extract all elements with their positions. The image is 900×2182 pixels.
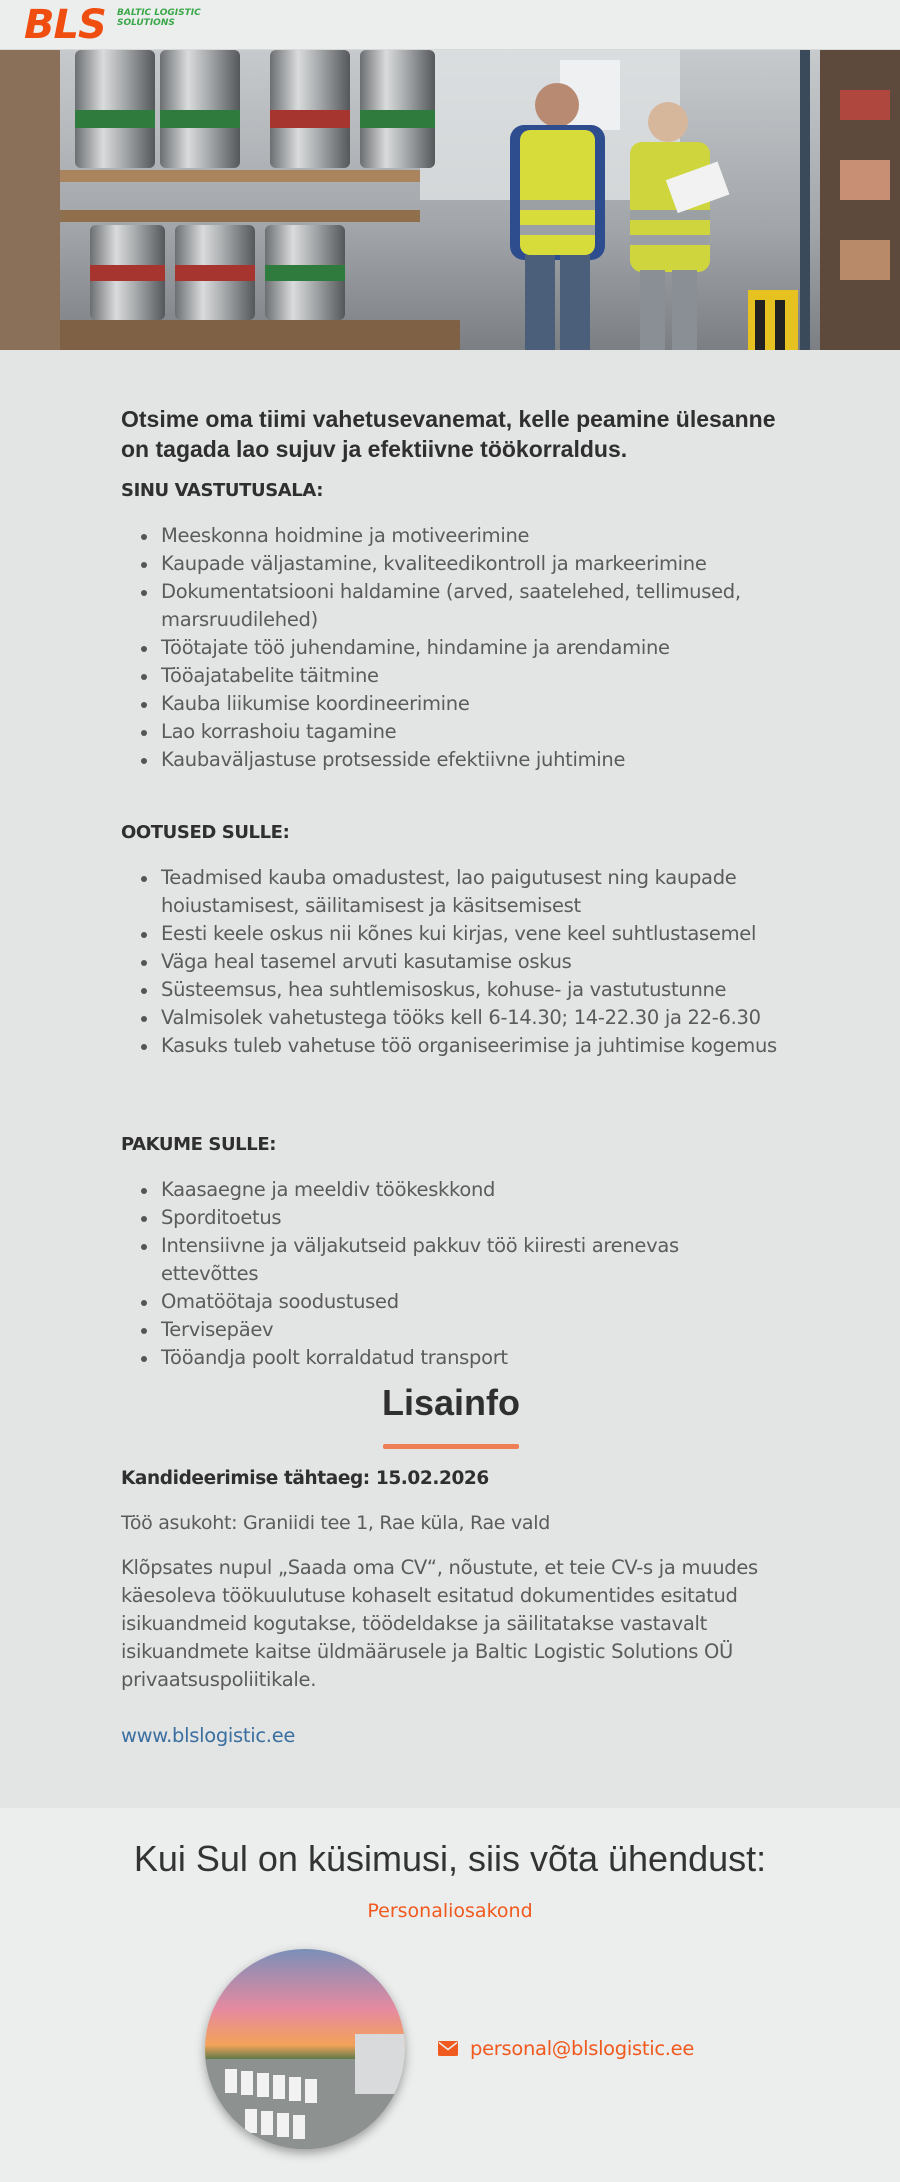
privacy-notice: Klõpsates nupul „Saada oma CV“, nõustute, et teie CV-s ja muudes käesoleva töökuulutuse kohaselt esitatud dokumentides esitatud isikuandmeid kogutakse, töödeldakse ja säilitatakse vastavalt isikuandmete kaitse üldmäärusele ja Baltic Logistic Solutions OÜ privaatsuspoliitikale. — [121, 1556, 758, 1691]
list-item: Valmisolek vahetustega tööks kell 6-14.30; 14-22.30 ja 22-6.30 — [121, 1004, 781, 1032]
heading-underline — [383, 1444, 519, 1449]
section-heading-expectations: OOTUSED SULLE: — [121, 822, 290, 843]
email-contact[interactable] — [438, 2033, 694, 2063]
contact-photo — [205, 1949, 405, 2149]
job-description — [0, 350, 900, 1808]
application-deadline: Kandideerimise tähtaeg: 15.02.2026 — [121, 1468, 489, 1489]
offer-list — [121, 1176, 781, 1372]
logo-text-line2: SOLUTIONS — [117, 18, 175, 28]
logo-mark: BLS — [24, 2, 106, 48]
lisainfo-heading: Lisainfo — [381, 1382, 520, 1423]
contact-section — [0, 1808, 900, 2182]
envelope-icon — [438, 2041, 458, 2056]
logo-text-line1: BALTIC LOGISTIC — [117, 8, 201, 18]
contact-heading: Kui Sul on küsimusi, siis võta ühendust: — [133, 1838, 767, 1879]
hero-image — [0, 50, 900, 350]
list-item: Kaubaväljastuse protsesside efektiivne juhtimine — [121, 746, 781, 774]
list-item: Intensiivne ja väljakutseid pakkuv töö kiiresti arenevas ettevõttes — [121, 1232, 781, 1288]
list-item: Tööajatabelite täitmine — [121, 662, 781, 690]
list-item: Kauba liikumise koordineerimine — [121, 690, 781, 718]
list-item: Tööandja poolt korraldatud transport — [121, 1344, 781, 1372]
website-link[interactable]: www.blslogistic.ee — [121, 1724, 296, 1747]
list-item: Teadmised kauba omadustest, lao paigutusest ning kaupade hoiustamisest, säilitamisest ja käsitsemisest — [121, 864, 781, 920]
work-location: Töö asukoht: Graniidi tee 1, Rae küla, Rae vald — [121, 1512, 550, 1534]
list-item: Meeskonna hoidmine ja motiveerimine — [121, 522, 781, 550]
list-item: Sporditoetus — [121, 1204, 781, 1232]
list-item: Kasuks tuleb vahetuse töö organiseerimise ja juhtimise kogemus — [121, 1032, 781, 1060]
intro-heading: Otsime oma tiimi vahetusevanemat, kelle peamine ülesanne on tagada lao sujuv ja efektiivne töökorraldus. — [121, 406, 776, 462]
list-item: Töötajate töö juhendamine, hindamine ja arendamine — [121, 634, 781, 662]
list-item: Süsteemsus, hea suhtlemisoskus, kohuse- ja vastutustunne — [121, 976, 781, 1004]
logo-wordmark — [117, 8, 217, 28]
list-item: Väga heal tasemel arvuti kasutamise oskus — [121, 948, 781, 976]
list-item: Omatöötaja soodustused — [121, 1288, 781, 1316]
header-bar — [0, 0, 900, 50]
email-link[interactable]: personal@blslogistic.ee — [470, 2036, 695, 2060]
section-heading-offer: PAKUME SULLE: — [121, 1134, 277, 1155]
aerial-warehouse-image — [205, 1949, 405, 2149]
list-item: Kaasaegne ja meeldiv töökeskkond — [121, 1176, 781, 1204]
warehouse-photo — [0, 50, 900, 350]
list-item: Kaupade väljastamine, kvaliteedikontroll ja markeerimine — [121, 550, 781, 578]
list-item: Dokumentatsiooni haldamine (arved, saatelehed, tellimused, marsruudilehed) — [121, 578, 781, 634]
expectations-list — [121, 864, 781, 1060]
department-name: Personaliosakond — [367, 1900, 533, 1922]
bls-logo[interactable] — [24, 2, 214, 48]
list-item: Eesti keele oskus nii kõnes kui kirjas, vene keel suhtlustasemel — [121, 920, 781, 948]
section-heading-responsibilities: SINU VASTUTUSALA: — [121, 480, 324, 501]
list-item: Lao korrashoiu tagamine — [121, 718, 781, 746]
responsibilities-list — [121, 522, 781, 774]
list-item: Tervisepäev — [121, 1316, 781, 1344]
